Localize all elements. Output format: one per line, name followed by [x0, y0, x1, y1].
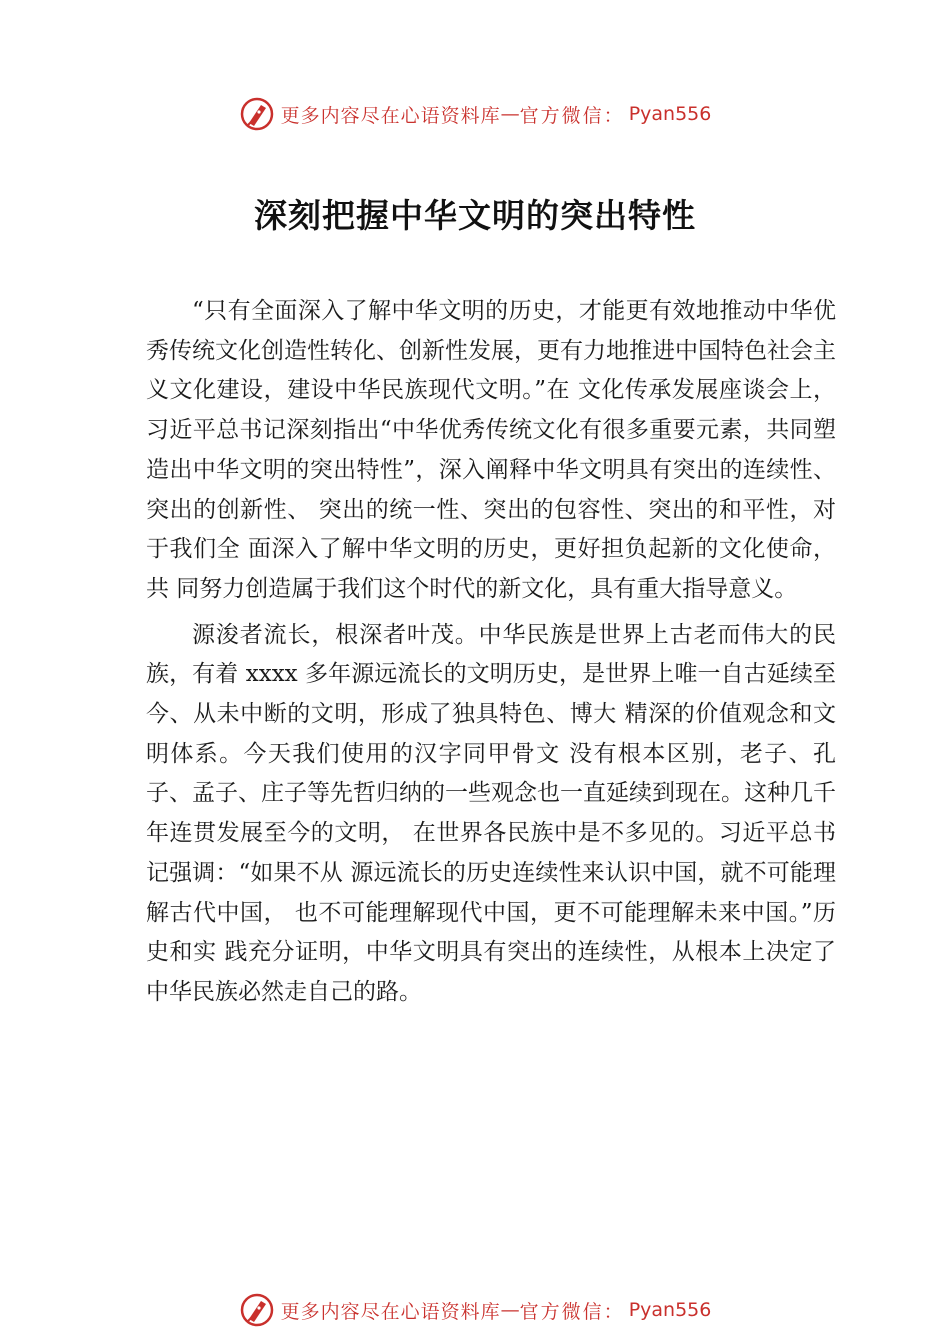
header-watermark	[0, 94, 950, 134]
pen-nib-logo-icon	[239, 96, 275, 132]
header-slogan: 更多内容尽在心语资料库	[280, 104, 501, 127]
footer-wechat-label: 官方微信：	[519, 1300, 625, 1323]
header-wechat-id: Pyan556	[628, 103, 712, 125]
document-body	[146, 292, 836, 1019]
footer-slogan: 更多内容尽在心语资料库	[280, 1300, 501, 1323]
document-title: 深刻把握中华文明的突出特性	[254, 196, 696, 235]
paragraph-1: “只有全面深入了解中华文明的历史，才能更有效地推动中华优秀传统文化创造性转化、创新性发展，更有力地推进中国特色社会主义文化建设，建设中华民族现代文明。”在 文化传承发展座谈会上，习近平总书记深刻指出“中华优秀传统文化有很多重要元素，共同塑造出中华文明的突出特性”，深入阐释中华文明具有突出的连续性、突出的创新性、 突出的统一性、突出的包容性、突出的和平性，对于我们全 面深入了解中华文明的历史，更好担负起新的文化使命，共 同努力创造属于我们这个时代的新文化，具有重大指导意义。	[146, 298, 836, 602]
paragraph-2: 源浚者流长，根深者叶茂。中华民族是世界上古老而伟大的民族，有着 xxxx 多年源远流长的文明历史，是世界上唯一自古延续至今、从未中断的文明，形成了独具特色、博大 精深的价值观念和文明体系。今天我们使用的汉字同甲骨文 没有根本区别，老子、孔子、孟子、庄子等先哲归纳的一些观念也一直延续到现在。这种几千年连贯发展至今的文明， 在世界各民族中是不多见的。习近平总书记强调：“如果不从 源远流长的历史连续性来认识中国，就不可能理解古代中国， 也不可能理解现代中国，更不可能理解未来中国。”历史和实 践充分证明，中华文明具有突出的连续性，从根本上决定了 中华民族必然走自己的路。	[146, 621, 836, 1005]
footer-dash: —	[500, 1299, 520, 1321]
footer-wechat-id: Pyan556	[628, 1299, 712, 1321]
header-dash: —	[500, 103, 520, 125]
header-wechat-label: 官方微信：	[519, 104, 625, 127]
footer-watermark	[0, 1290, 950, 1330]
pen-nib-logo-icon	[239, 1292, 275, 1328]
